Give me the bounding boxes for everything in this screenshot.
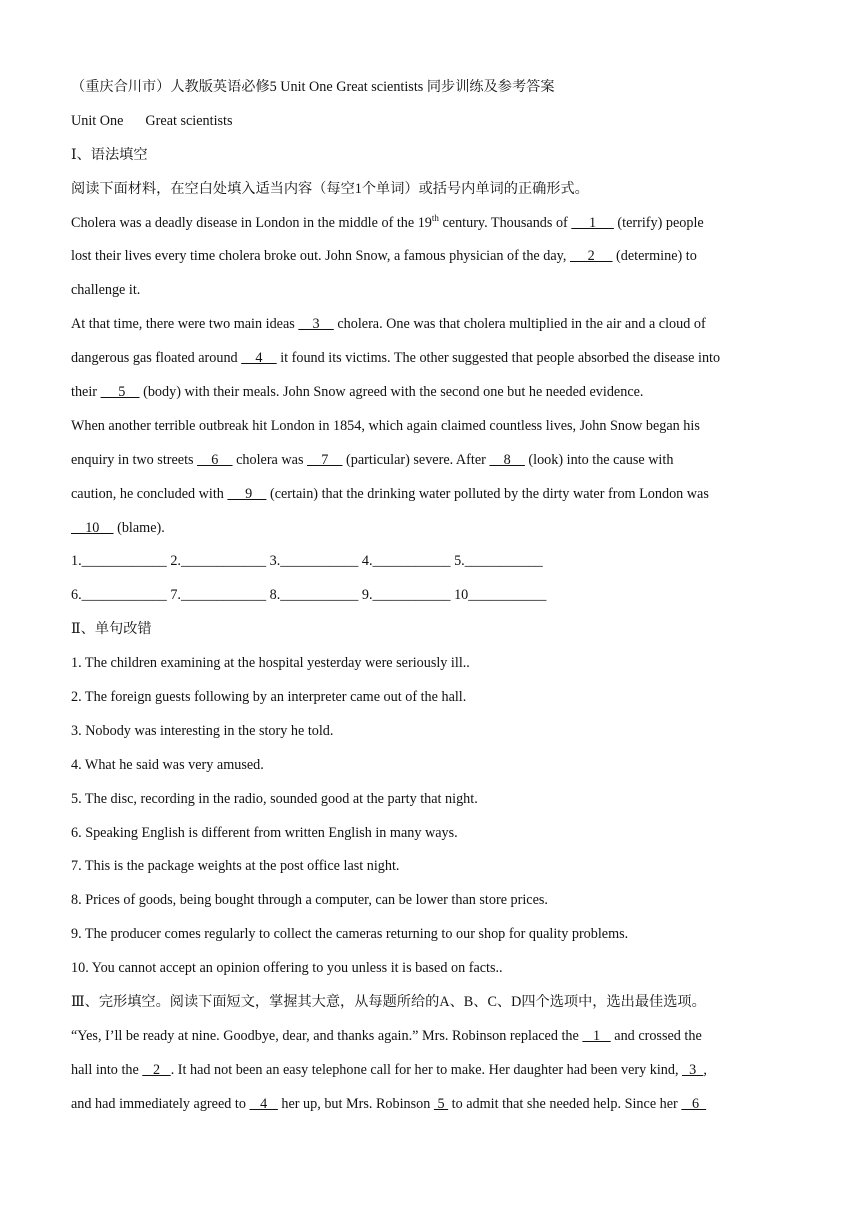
answer-slot[interactable]: 3.___________ [269,553,359,570]
answer-slot[interactable]: 4.___________ [361,553,451,570]
document-title: （重庆合川市）人教版英语必修5 Unit One Great scientists 同步训练及参考答案 [71,79,555,95]
section2-heading: Ⅱ、单句改错 [71,621,152,638]
answer-row-1 [71,545,791,579]
error-item: 9. The producer comes regularly to collect the cameras returning to our shop for quality problems. [71,926,629,943]
cloze-blank-1: 1 [582,1027,611,1044]
error-item: 10. You cannot accept an opinion offering to you unless it is based on facts.. [71,960,503,977]
blank-9: 9 [227,485,267,502]
error-item: 5. The disc, recording in the radio, sounded good at the party that night. [71,790,478,807]
passage-line [71,308,791,342]
superscript: th [431,212,439,223]
passage-line [71,512,791,546]
cloze-blank-6: 6 [681,1095,707,1112]
text-run: (determine) to [612,248,697,265]
section1-instruction: 阅读下面材料，在空白处填入适当内容（每空1个单词）或括号内单词的正确形式。 [71,180,589,197]
error-item: 1. The children examining at the hospital yesterday were seriously ill.. [71,655,470,672]
text-run: her up, but Mrs. Robinson [277,1095,434,1112]
answer-slot[interactable]: 2.____________ [170,553,267,570]
text-run: (look) into the cause with [524,451,674,468]
text-run: it found its victims. The other suggested that people absorbed the disease into [276,350,721,367]
passage-line [71,342,791,376]
blank-3: 3 [298,316,334,333]
error-item: 2. The foreign guests following by an interpreter came out of the hall. [71,689,467,706]
blank-4: 4 [241,350,277,367]
text-run: enquiry in two streets [71,451,198,468]
text-run: and crossed the [610,1027,702,1044]
passage-line [71,478,791,512]
text-run: dangerous gas floated around [71,350,242,367]
blank-8: 8 [489,451,525,468]
passage-line [71,444,791,478]
text-run: , [703,1061,707,1078]
text-run: cholera was [232,451,308,468]
answer-slot[interactable]: 10___________ [454,587,547,604]
blank-10: 10 [71,519,114,536]
answer-slot[interactable]: 7.____________ [170,587,267,604]
passage-line [71,240,791,274]
text-run: to admit that she needed help. Since her [448,1095,682,1112]
cloze-blank-2: 2 [142,1061,171,1078]
answer-slot[interactable]: 9.___________ [361,587,451,604]
answer-slot[interactable]: 6.____________ [71,587,167,604]
document-page [71,71,791,1122]
text-run: hall into the [71,1061,143,1078]
text-run: (blame). [113,519,165,536]
error-item: 7. This is the package weights at the post office last night. [71,858,400,875]
blank-7: 7 [307,451,343,468]
cloze-line [71,1088,791,1122]
blank-5: 5 [100,384,140,401]
text-run: . It had not been an easy telephone call for her to make. Her daughter had been very kind, [170,1061,683,1078]
unit-name: Great scientists [145,112,233,129]
passage-line [71,207,791,241]
section3-heading: Ⅲ、完形填空。阅读下面短文，掌握其大意，从每题所给的A、B、C、D四个选项中，选出最佳选项。 [71,994,706,1011]
text-run: At that time, there were two main ideas [71,316,299,333]
unit-label: Unit One [71,112,124,129]
answer-slot[interactable]: 1.____________ [71,553,167,570]
text-run: Cholera was a deadly disease in London in the middle of the 19 [71,214,432,231]
text-run: century. Thousands of [438,214,572,231]
text-run: (body) with their meals. John Snow agreed with the second one but he needed evidence. [139,384,644,401]
cloze-blank-3: 3 [682,1061,704,1078]
cloze-line [71,1020,791,1054]
section1-heading: Ⅰ、语法填空 [71,146,148,163]
text-run: (terrify) people [613,214,704,231]
text-run: their [71,384,101,401]
text-run: caution, he concluded with [71,485,228,502]
passage-line: When another terrible outbreak hit London in 1854, which again claimed countless lives, John Snow began his [71,417,700,434]
cloze-blank-5: 5 [433,1095,449,1112]
blank-6: 6 [197,451,233,468]
error-item: 6. Speaking English is different from written English in many ways. [71,824,458,841]
text-run: lost their lives every time cholera broke out. John Snow, a famous physician of the day, [71,248,570,265]
passage-line: challenge it. [71,282,141,299]
answer-row-2 [71,579,791,613]
text-run: “Yes, I’ll be ready at nine. Goodbye, dear, and thanks again.” Mrs. Robinson replaced the [71,1027,583,1044]
error-item: 3. Nobody was interesting in the story he told. [71,722,334,739]
text-run: cholera. One was that cholera multiplied in the air and a cloud of [333,316,706,333]
error-item: 4. What he said was very amused. [71,756,264,773]
text-run: (certain) that the drinking water polluted by the dirty water from London was [266,485,709,502]
cloze-blank-4: 4 [249,1095,278,1112]
error-item: 8. Prices of goods, being bought through a computer, can be lower than store prices. [71,892,548,909]
blank-1: 1 [571,214,614,231]
answer-slot[interactable]: 8.___________ [269,587,359,604]
answer-slot[interactable]: 5.___________ [454,553,543,570]
cloze-line [71,1054,791,1088]
text-run: (particular) severe. After [342,451,490,468]
text-run: and had immediately agreed to [71,1095,250,1112]
unit-heading [71,105,791,139]
passage-line [71,376,791,410]
blank-2: 2 [569,248,613,265]
